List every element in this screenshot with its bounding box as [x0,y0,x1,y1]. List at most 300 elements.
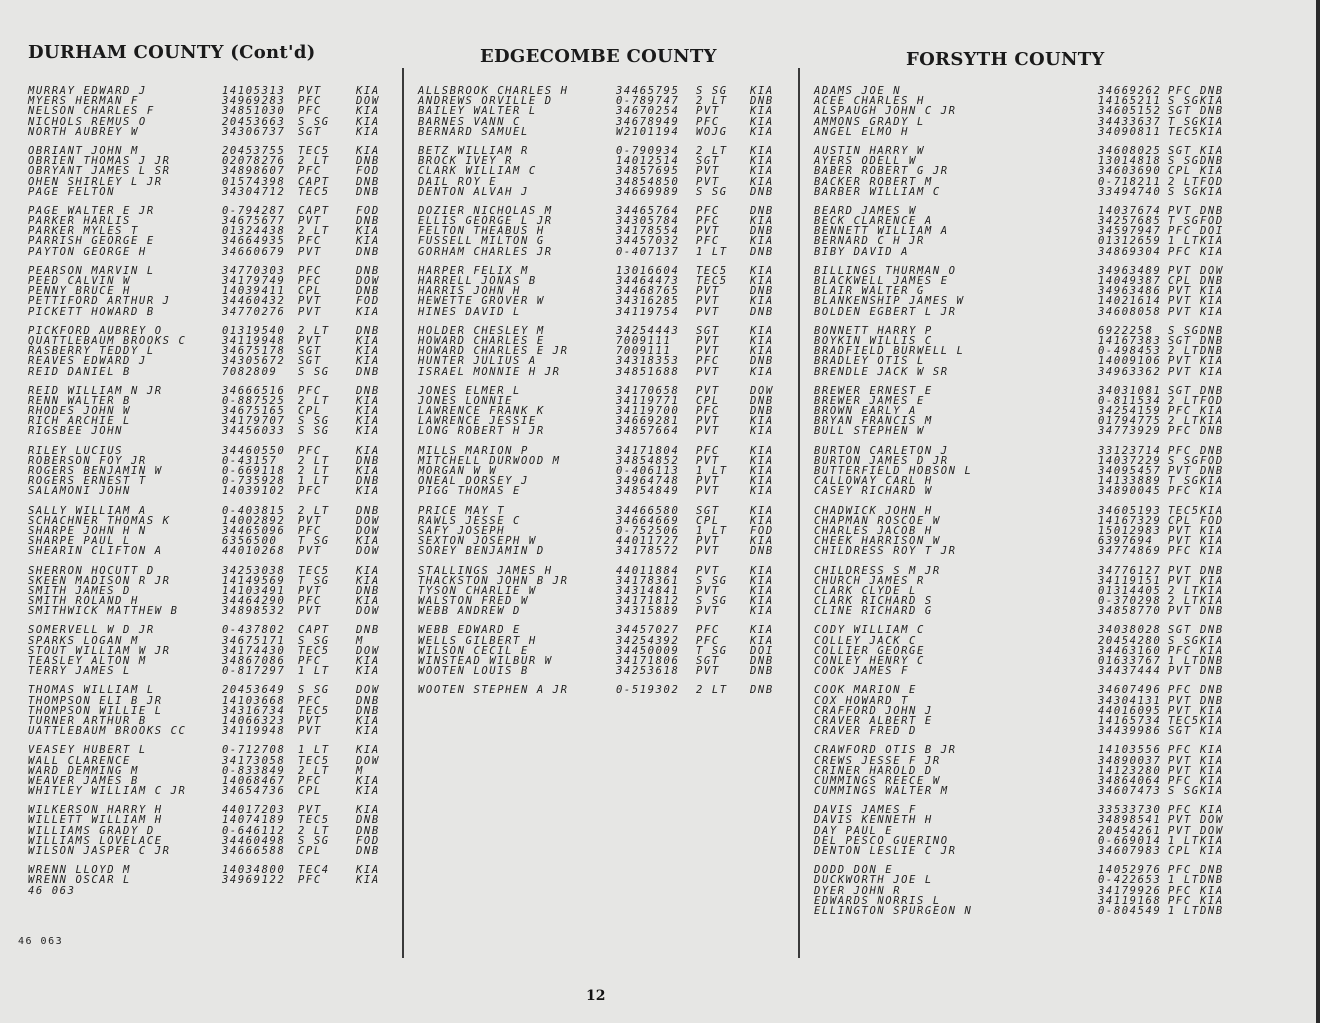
soldier-name: ELLIS GEORGE L JR [418,215,553,228]
entry-group [28,745,388,796]
serial-number: 34675165 [222,405,286,418]
soldier-name: EDWARDS NORRIS L [814,894,941,907]
rank: CPL [1168,514,1192,527]
table-row [28,127,388,137]
serial-number: 34608025 [1098,144,1162,157]
soldier-name: BLANKENSHIP JAMES W [814,295,965,308]
page-number: 12 [586,988,606,1004]
rank: PVT [696,605,720,618]
durham-county-heading: DURHAM COUNTY (Cont'd) [28,42,316,63]
rank: PFC [298,275,322,287]
soldier-name: DODD DON E [814,864,894,877]
soldier-name: SPARKS LOGAN M [28,634,139,647]
soldier-name: RICH ARCHIE L [28,415,131,428]
status: KIA [356,305,380,318]
table-row [28,875,388,885]
status: KIA [356,225,380,238]
status: DNB [1200,904,1224,917]
serial-number: 34776127 [1098,564,1162,577]
rank: PVT [696,545,720,558]
rank: 1 LT [1168,655,1200,667]
serial-number: 34173058 [222,754,286,767]
status: KIA [1200,144,1224,157]
rank: PVT [696,305,720,318]
serial-number: 15012983 [1098,524,1162,537]
rank: PVT [696,285,720,298]
serial-number: 34465795 [616,85,680,97]
rank: WOJG [696,125,728,138]
serial-number: 34666588 [222,845,286,857]
table-row [814,845,1224,857]
status: DOW [356,524,380,537]
soldier-name: BRYAN FRANCIS M [814,415,933,428]
entry-group [418,506,788,557]
rank: T SG [696,644,728,657]
rank: PFC [1168,245,1192,258]
serial-number: 34253038 [222,564,286,577]
rank: S SG [298,425,330,438]
rank: PFC [298,874,322,887]
rank: PVT [298,514,322,527]
status: DNB [356,454,380,467]
serial-number: 34774869 [1098,545,1162,558]
rank: CAPT [298,204,330,217]
serial-number: 0-370298 [1098,595,1162,608]
serial-number: 0-833849 [222,764,286,777]
serial-number: 34670254 [616,105,680,118]
table-row [814,165,1224,178]
table-row [28,606,388,616]
soldier-name: WOOTEN STEPHEN A JR [418,684,569,697]
table-row [28,726,388,736]
serial-number: 34171804 [616,444,680,457]
durham-county-list [28,86,388,905]
serial-number: 34466580 [616,504,680,517]
table-row [814,245,1224,258]
soldier-name: ALSPAUGH JOHN C JR [814,105,957,118]
serial-number: 34304712 [222,185,286,198]
soldier-name: WELLS GILBERT H [418,634,537,647]
soldier-name: VEASEY HUBERT L [28,744,147,757]
rank: TEC5 [298,185,330,198]
rank: 2 LT [298,504,330,517]
status: KIA [750,605,774,618]
serial-number: 0-789747 [616,95,680,108]
serial-number: 34669281 [616,415,680,428]
serial-number: 14002892 [222,514,286,527]
soldier-name: WALL CLARENCE [28,754,131,767]
rank: PFC [298,774,322,787]
soldier-name: NORTH AUBREY W [28,125,139,138]
soldier-name: CLARK RICHARD S [814,595,933,608]
soldier-name: OBRIANT JOHN M [28,144,139,157]
serial-number: 34465764 [616,204,680,217]
rank: PVT [298,215,322,228]
serial-number: 14123280 [1098,764,1162,777]
status: FOD [356,165,380,178]
soldier-name: CRAVER FRED D [814,725,917,738]
status: KIA [1200,405,1224,418]
serial-number: 34316285 [616,295,680,308]
serial-number: 14009106 [1098,355,1162,368]
rank: PVT [696,384,720,397]
table-row [418,247,788,257]
soldier-name: WRENN LLOYD M [28,864,131,877]
status: KIA [1200,165,1224,178]
rank: 2 LT [298,824,330,837]
status: KIA [1200,704,1224,717]
rank: SGT [1168,624,1192,637]
status: KIA [750,175,774,188]
soldier-name: BRADFIELD BURWELL L [814,345,965,358]
soldier-name: SMITH JAMES D [28,584,131,597]
status: KIA [356,405,380,418]
serial-number: 6922258 [1098,324,1154,337]
status: KIA [1200,754,1224,767]
rank: PVT [696,165,720,178]
status: KIA [356,235,380,248]
serial-number: 34439986 [1098,725,1162,738]
serial-number: 0-887525 [222,394,286,407]
rank: PFC [298,485,322,498]
serial-number: 34306737 [222,125,286,138]
rank: CAPT [298,624,330,637]
status: KIA [750,415,774,428]
table-row [28,786,388,796]
rank: TEC5 [298,144,330,157]
soldier-name: ELLINGTON SPURGEON N [814,904,973,917]
serial-number: 0-817297 [222,665,286,678]
soldier-name: UATTLEBAUM BROOKS CC [28,725,187,738]
soldier-name: WILLETT WILLIAM H [28,814,163,827]
rank: PVT [298,85,322,97]
status: KIA [356,394,380,407]
entry-group [418,566,788,617]
status: KIA [356,785,380,798]
status: DNB [356,504,380,517]
rank: PVT [1168,305,1192,318]
status: KIA [356,804,380,817]
serial-number: 34316734 [222,704,286,717]
serial-number: 34305784 [616,215,680,228]
soldier-name: ACEE CHARLES H [814,95,925,108]
table-row [28,426,388,436]
soldier-name: CHARLES JACOB H [814,524,933,537]
serial-number: 34253618 [616,665,680,678]
serial-number: 34257685 [1098,215,1162,228]
rank: 1 LT [1168,904,1200,917]
rank: PFC [298,384,322,397]
soldier-name: WOOTEN LOUIS B [418,665,529,678]
soldier-name: RASBERRY TEDDY L [28,345,155,358]
soldier-name: DEL PESCO GUERINO [814,834,949,847]
serial-number: 44011884 [616,564,680,577]
rank: TEC4 [298,864,330,877]
status: KIA [356,105,380,118]
rank: 1 LT [696,465,728,477]
entry-group [418,625,788,676]
serial-number: 20453755 [222,144,286,157]
soldier-name: WRENN OSCAR L [28,874,131,887]
status: KIA [750,275,774,287]
rank: PFC [696,235,720,248]
entry-group [418,446,788,497]
serial-number: 34607496 [1098,684,1162,697]
status: KIA [750,165,774,178]
status: KIA [356,485,380,498]
serial-number: 34675171 [222,634,286,647]
status: KIA [750,264,774,277]
status: KIA [356,115,380,128]
soldier-name: CASEY RICHARD W [814,485,933,498]
status: DNB [1200,204,1224,217]
table-row [28,886,388,896]
status: KIA [1200,125,1224,138]
serial-number: 34305672 [222,355,286,368]
soldier-name: TEASLEY ALTON M [28,655,147,667]
status: FOD [1200,394,1224,407]
soldier-name: SOREY BENJAMIN D [418,545,545,558]
serial-number: 34664669 [616,514,680,527]
serial-number: 34178572 [616,545,680,558]
serial-number: 7009111 [616,334,672,347]
serial-number: 14052976 [1098,864,1162,877]
soldier-name: BILLINGS THURMAN O [814,264,957,277]
rank: SGT [1168,384,1192,397]
status: KIA [1200,524,1224,537]
entry-group [28,326,388,377]
status: KIA [1200,774,1224,787]
soldier-name: RAWLS JESSE C [418,514,521,527]
rank: S SG [1168,95,1200,108]
status: KIA [750,444,774,457]
status: DNB [750,95,774,108]
rank: PVT [298,305,322,318]
rank: S SG [1168,785,1200,798]
soldier-name: MYERS HERMAN F [28,95,139,108]
entry-group [814,744,1224,798]
rank: 2 LT [298,454,330,467]
table-row [28,666,388,676]
soldier-name: FELTON THEABUS H [418,225,545,238]
rank: 2 LT [298,225,330,238]
status: DNB [1200,425,1224,438]
serial-number: 34867086 [222,655,286,667]
rank: SGT [1168,105,1192,118]
serial-number: 20454261 [1098,824,1162,837]
soldier-name: RIGSBEE JOHN [28,425,124,438]
rank: PFC [1168,804,1192,817]
soldier-name: PIGG THOMAS E [418,485,521,498]
rank: PVT [1168,535,1192,548]
serial-number: 34460432 [222,295,286,308]
soldier-name: AMMONS GRADY L [814,115,925,128]
soldier-name: BURTON JAMES D JR [814,454,949,467]
serial-number: 01319540 [222,324,286,337]
rank: PFC [1168,884,1192,897]
status: KIA [1200,845,1224,857]
soldier-name: LAWRENCE JESSIE [418,415,537,428]
soldier-name: CLARK WILLIAM C [418,165,537,178]
table-row [28,166,388,176]
serial-number: 01324438 [222,225,286,238]
soldier-name: CRAWFORD OTIS B JR [814,744,957,757]
status: KIA [750,365,774,378]
rank: 2 LT [298,155,330,168]
serial-number: 0-790934 [616,144,680,157]
status: DNB [750,665,774,678]
rank: PVT [696,454,720,467]
table-row [28,546,388,556]
serial-number: 34607983 [1098,845,1162,857]
status: KIA [750,235,774,248]
status: KIA [356,535,380,548]
status: KIA [1200,584,1224,597]
rank: PVT [696,295,720,308]
rank: CPL [298,845,322,857]
status: DOW [356,545,380,558]
soldier-name: FUSSELL MILTON G [418,235,545,248]
status: DOW [356,754,380,767]
soldier-name: RENN WALTER B [28,394,131,407]
table-row [418,606,788,616]
rank: CPL [298,285,322,298]
serial-number: 0-407137 [616,245,680,258]
entry-group [814,684,1224,738]
soldier-name: 46 063 [28,884,76,897]
status: KIA [356,874,380,887]
serial-number: 14167383 [1098,334,1162,347]
status: KIA [356,415,380,428]
soldier-name: HINES DAVID L [418,305,521,318]
status: DNB [750,305,774,318]
serial-number: 33123714 [1098,444,1162,457]
rank: PFC [298,165,322,178]
soldier-name: COLLEY JACK C [814,634,917,647]
rank: PFC [298,655,322,667]
soldier-name: PAGE FELTON [28,185,116,198]
serial-number: 34851030 [222,105,286,118]
serial-number: 34119771 [616,394,680,407]
rank: TEC5 [298,704,330,717]
serial-number: 14105313 [222,85,286,97]
soldier-name: LONG ROBERT H JR [418,425,545,438]
rank: TEC5 [696,264,728,277]
rank: 2 LT [696,684,728,697]
serial-number: 7082809 [222,365,278,378]
rank: PFC [1168,485,1192,498]
soldier-name: REID DANIEL B [28,365,131,378]
serial-number: 34654736 [222,785,286,798]
serial-number: 34463160 [1098,644,1162,657]
status: DNB [1200,624,1224,637]
serial-number: 34119948 [222,725,286,738]
soldier-name: QUATTLEBAUM BROOKS C [28,334,187,347]
status: KIA [1200,415,1224,428]
status: KIA [750,125,774,138]
rank: S SG [298,115,330,128]
entry-group [814,444,1224,498]
table-row [814,725,1224,738]
soldier-name: PENNY BRUCE H [28,285,131,298]
serial-number: 34597947 [1098,225,1162,238]
rank: PFC [1168,744,1192,757]
entry-group [814,384,1224,438]
status: KIA [750,574,774,587]
serial-number: 34854849 [616,485,680,498]
status: DNB [750,225,774,238]
rank: PFC [1168,894,1192,907]
serial-number: 0-437802 [222,624,286,637]
status: KIA [356,595,380,608]
soldier-name: BLACKWELL JAMES E [814,275,949,287]
soldier-name: BONNETT HARRY P [814,324,933,337]
serial-number: 34964748 [616,475,680,488]
status: DNB [750,684,774,697]
rank: PVT [1168,704,1192,717]
rank: PVT [1168,665,1192,678]
rank: 1 LT [1168,874,1200,887]
rank: S SG [1168,634,1200,647]
status: FOD [1200,215,1224,228]
serial-number: 34171812 [616,595,680,608]
soldier-name: BREWER JAMES E [814,394,925,407]
soldier-name: PEARSON MARVIN L [28,264,155,277]
serial-number: 34460550 [222,444,286,457]
table-row [814,785,1224,798]
entry-group [28,86,388,137]
status: KIA [1200,574,1224,587]
soldier-name: THOMPSON WILLIE L [28,704,163,717]
status: DNB [356,175,380,188]
soldier-name: TYSON CHARLIE W [418,584,537,597]
column-divider-left [402,68,404,958]
serial-number: 34603690 [1098,165,1162,178]
status: KIA [356,774,380,787]
serial-number: 14037674 [1098,204,1162,217]
soldier-name: MURRAY EDWARD J [28,85,147,97]
entry-group [814,144,1224,198]
soldier-name: PETTIFORD ARTHUR J [28,295,171,308]
soldier-name: CHADWICK JOHN H [814,504,933,517]
rank: PVT [1168,355,1192,368]
soldier-name: CALLOWAY CARL H [814,475,933,488]
entry-group [814,85,1224,138]
status: KIA [750,535,774,548]
rank: CPL [696,514,720,527]
status: KIA [750,465,774,477]
serial-number: 34608058 [1098,305,1162,318]
serial-number: 34770303 [222,264,286,277]
table-row [418,426,788,436]
rank: T SG [1168,215,1200,228]
status: KIA [1200,644,1224,657]
rank: PVT [1168,204,1192,217]
status: DNB [1200,694,1224,707]
serial-number: 14149569 [222,574,286,587]
serial-number: 20453663 [222,115,286,128]
soldier-name: DAVIS JAMES F [814,804,917,817]
status: KIA [356,334,380,347]
table-row [814,355,1224,368]
entry-group [814,564,1224,618]
rank: PVT [696,584,720,597]
soldier-name: BOYKIN WILLIS C [814,334,933,347]
soldier-name: ONEAL DORSEY J [418,475,529,488]
serial-number: 34857695 [616,165,680,178]
rank: PFC [1168,225,1192,238]
rank: PFC [298,694,322,707]
